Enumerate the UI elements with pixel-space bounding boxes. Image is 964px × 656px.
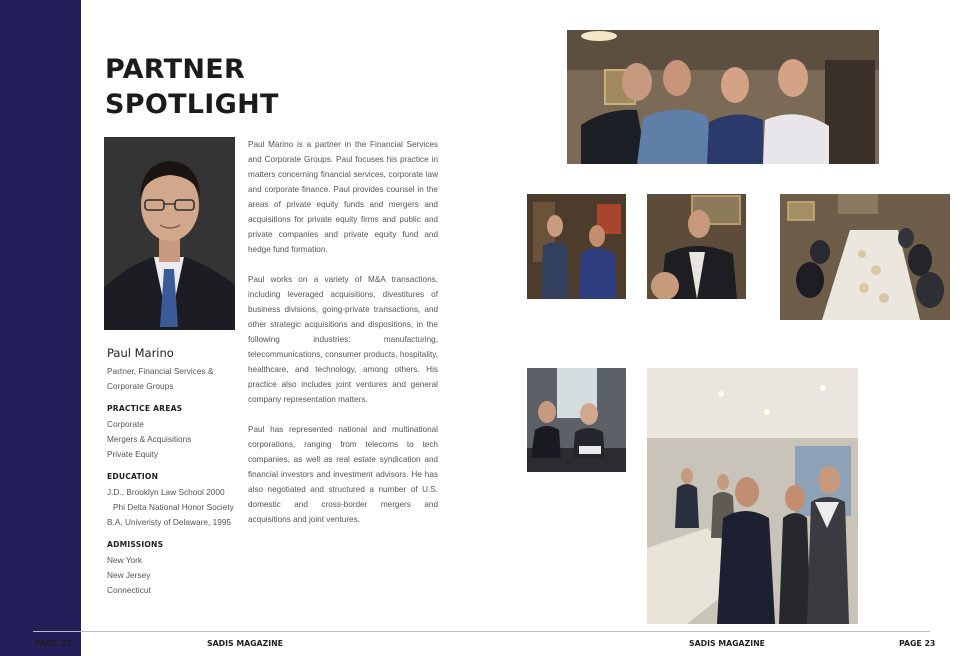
- partner-role-line-2: Corporate Groups: [107, 381, 174, 391]
- partner-portrait: [104, 137, 235, 330]
- photo-reception-crowd: [647, 368, 858, 624]
- portrait-illustration: [104, 137, 235, 330]
- page-title: [105, 52, 325, 122]
- partner-role-line-1: Partner, Financial Services &: [107, 366, 214, 376]
- education-item: B.A, Univeristy of Delaware, 1995: [107, 517, 232, 527]
- title-line-1: PARTNER: [105, 54, 246, 85]
- admission-item: New York: [107, 555, 143, 565]
- admission-item: New Jersey: [107, 570, 151, 580]
- body-paragraph: Paul has represented national and multinational corporations, ranging from telecoms to tech companies, as well as real estate syndication and financial investors and investment advisors. He has also negotiated and structured a number of U.S. domestic and cross-border mergers and acquisitions and joint ventures.: [248, 425, 438, 524]
- photo-panel-illustration: [527, 368, 626, 472]
- partner-name: Paul Marino: [107, 346, 174, 360]
- group-photo-four-men: [567, 30, 879, 164]
- page-number-right: PAGE 23: [899, 639, 936, 648]
- photo-dinner-table: [780, 194, 950, 320]
- page-number-left: PAGE 22: [35, 639, 72, 648]
- admission-item: Connecticut: [107, 585, 151, 595]
- photo-panel-discussion: [527, 368, 626, 472]
- left-sidebar-band: [0, 0, 81, 656]
- body-paragraph: Paul Marino is a partner in the Financial Services and Corporate Groups. Paul focuses his practice in matters concerning financial services, corporate law and corporate finance. Paul provides counsel in the areas of private equity funds and mergers and acquisitions for private equity firms and public and private companies and private equity fund and hedge fund formation.: [248, 140, 438, 254]
- photo-man-in-suit-illustration: [647, 194, 746, 299]
- photo-man-in-suit: [647, 194, 746, 299]
- photo-dinner-table-illustration: [780, 194, 950, 320]
- practice-area-item: Corporate: [107, 419, 144, 429]
- education-item: Phi Delta National Honor Society: [113, 502, 234, 512]
- body-paragraph: Paul works on a variety of M&A transactions, including leveraged acquisitions, divestitures of business divisions, going-private transactions, and other strategic acquisitions and dispositions, in the following industries: manufacturing, telecommunications, consumer products, hospitality, healthcare, and technology, among others. His practice also includes joint ventures and general company representation matters.: [248, 275, 438, 404]
- magazine-name-right: SADIS MAGAZINE: [689, 639, 765, 648]
- photo-two-men-talking: [527, 194, 626, 299]
- magazine-name-left: SADIS MAGAZINE: [207, 639, 283, 648]
- footer-divider: [33, 631, 930, 632]
- practice-area-item: Private Equity: [107, 449, 159, 459]
- article-body: [248, 137, 438, 542]
- photo-two-men-illustration: [527, 194, 626, 299]
- education-heading: EDUCATION: [107, 472, 159, 481]
- photo-reception-illustration: [647, 368, 858, 624]
- group-photo-illustration: [567, 30, 879, 164]
- education-item: J.D., Brooklyn Law School 2000: [107, 487, 225, 497]
- practice-area-item: Mergers & Acquisitions: [107, 434, 192, 444]
- profile-sidebar: [107, 346, 237, 598]
- practice-areas-heading: PRACTICE AREAS: [107, 404, 183, 413]
- admissions-heading: ADMISSIONS: [107, 540, 164, 549]
- title-line-2: SPOTLIGHT: [105, 89, 279, 120]
